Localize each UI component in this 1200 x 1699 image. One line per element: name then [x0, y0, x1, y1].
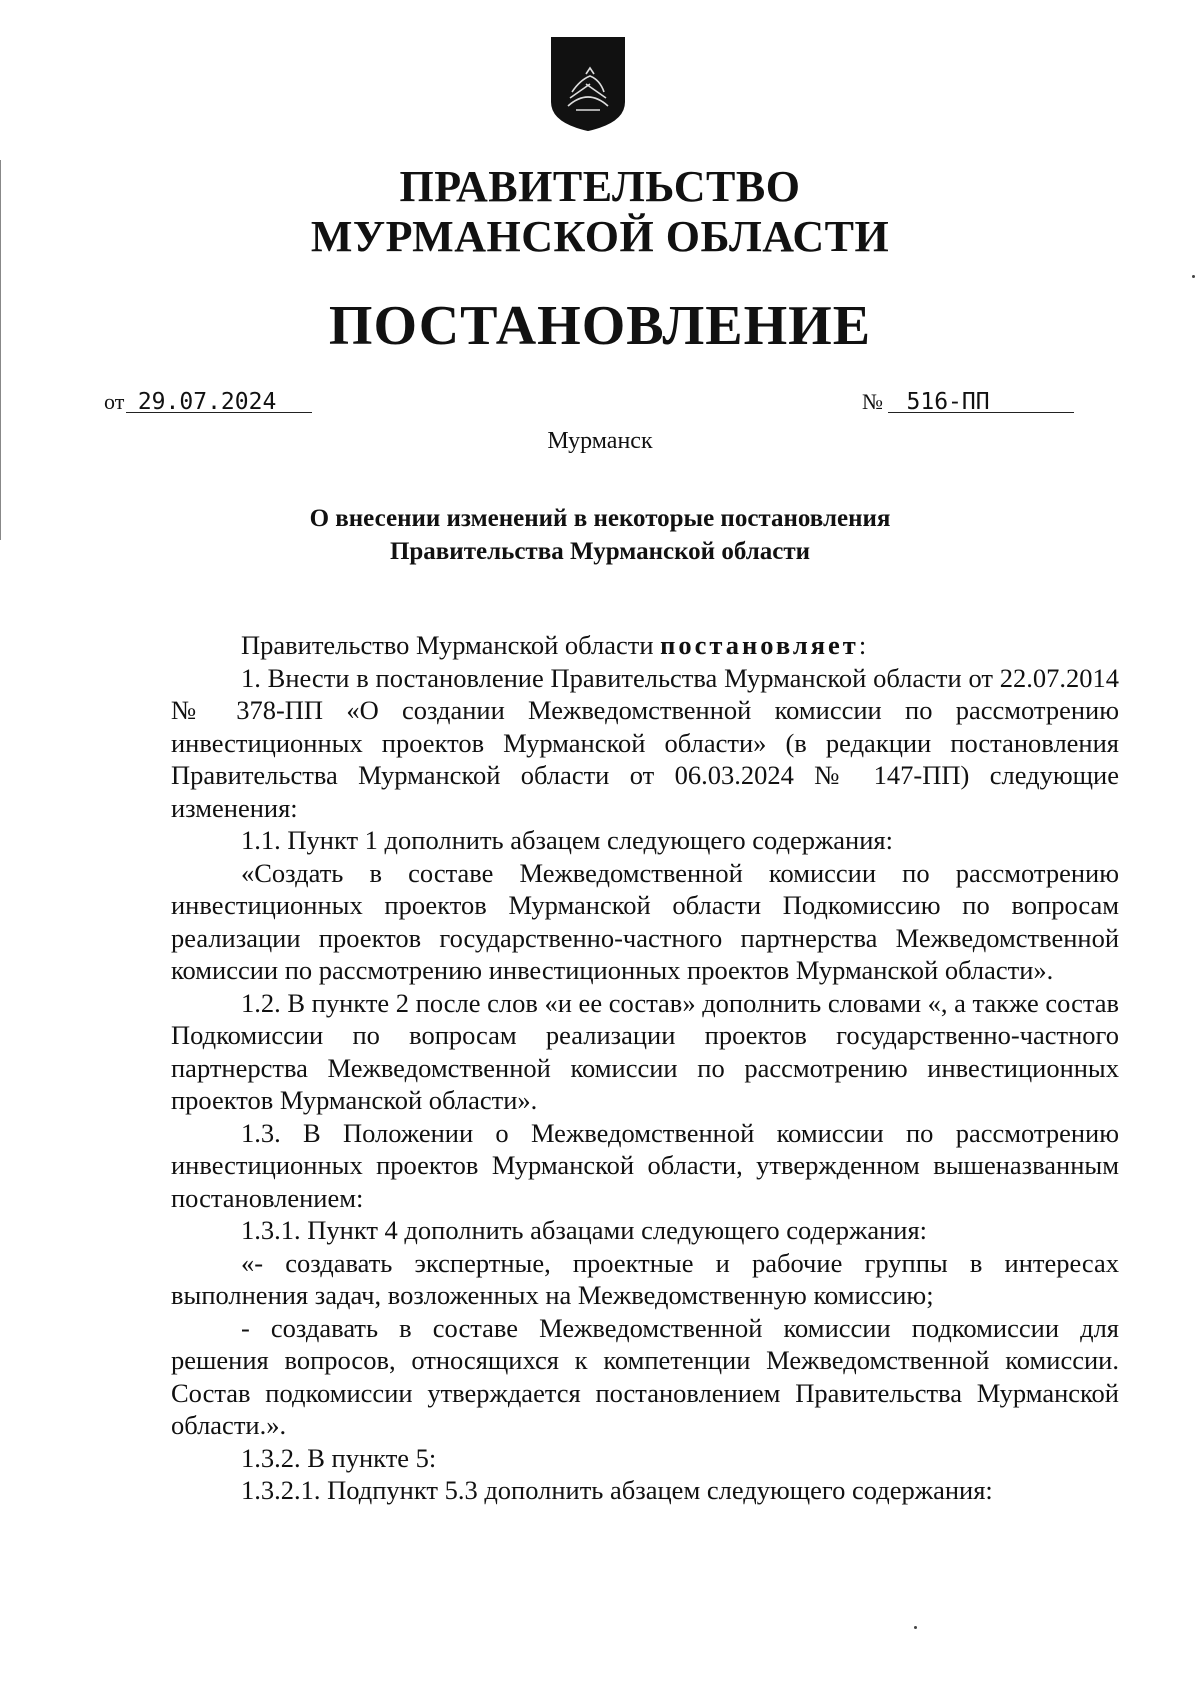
paragraph-1-3-2: 1.3.2. В пункте 5: — [241, 1442, 437, 1473]
paragraph-1-3-1-item-1: «- создавать экспертные, проектные и рабочие группы в интересах выполнения задач, возложенных на Межведомственную комиссию; — [171, 1247, 1119, 1310]
scan-speck — [1192, 275, 1195, 278]
preamble-end: : — [858, 630, 867, 660]
preamble-verb: постановляет — [660, 630, 859, 660]
paragraph-1-1-quote: «Создать в составе Межведомственной комиссии по рассмотрению инвестиционных проектов Мурманской области Подкомиссию по вопросам реализации проектов государственно-частного партнерства Межведомственной комиссии по рассмотрению инвестиционных проектов Мурманской области». — [171, 857, 1119, 985]
preamble-start: Правительство Мурманской области — [241, 630, 661, 660]
paragraph-1: 1. Внести в постановление Правительства Мурманской области от 22.07.2014 № 378-ПП «О создании Межведомственной комиссии по рассмотрению инвестиционных проектов Мурманской области» (в редакции постановления Правительства Мурманской области от 06.03.2024 № 147-ПП) следующие изменения: — [171, 662, 1119, 823]
scan-speck — [914, 1626, 917, 1629]
city-name: Мурманск — [547, 428, 653, 454]
date-prefix: от — [104, 389, 125, 414]
title-line-1: О внесении изменений в некоторые постановления — [309, 505, 891, 532]
date-underline — [126, 412, 312, 413]
title-line-2: Правительства Мурманской области — [389, 538, 811, 565]
paragraph-1-1: 1.1. Пункт 1 дополнить абзацем следующего содержания: — [241, 825, 893, 855]
org-name-line-1: ПРАВИТЕЛЬСТВО — [399, 162, 801, 211]
paragraph-1-3: 1.3. В Положении о Межведомственной комиссии по рассмотрению инвестиционных проектов Мурманской области, утвержденном вышеназванным постановлением: — [171, 1117, 1119, 1213]
document-date: 29.07.2024 — [137, 389, 277, 415]
document-number: 516-ПП — [906, 389, 990, 415]
document-title — [0, 502, 1200, 568]
paragraph-1-3-1: 1.3.1. Пункт 4 дополнить абзацами следующего содержания: — [241, 1215, 928, 1245]
org-name-line-2: МУРМАНСКОЙ ОБЛАСТИ — [310, 212, 890, 261]
number-underline — [888, 412, 1074, 413]
preamble — [171, 629, 1119, 662]
document-type: ПОСТАНОВЛЕНИЕ — [328, 295, 872, 357]
paragraph-1-2: 1.2. В пункте 2 после слов «и ее состав» дополнить словами «, а также состав Подкомиссии по вопросам реализации проектов государственно-частного партнерства Межведомственной комиссии по рассмотрению инвестиционных проектов Мурманской области». — [171, 987, 1120, 1115]
document-body — [171, 629, 1119, 1507]
paragraph-1-3-2-1: 1.3.2.1. Подпункт 5.3 дополнить абзацем следующего содержания: — [241, 1475, 993, 1505]
murmansk-coat-of-arms-icon — [550, 36, 626, 132]
number-prefix: № — [862, 389, 883, 414]
paragraph-1-3-1-item-2: - создавать в составе Межведомственной комиссии подкомиссии для решения вопросов, относящихся к компетенции Межведомственной комиссии. Состав подкомиссии утверждается постановлением Правительства Мурманской области.». — [171, 1312, 1119, 1440]
